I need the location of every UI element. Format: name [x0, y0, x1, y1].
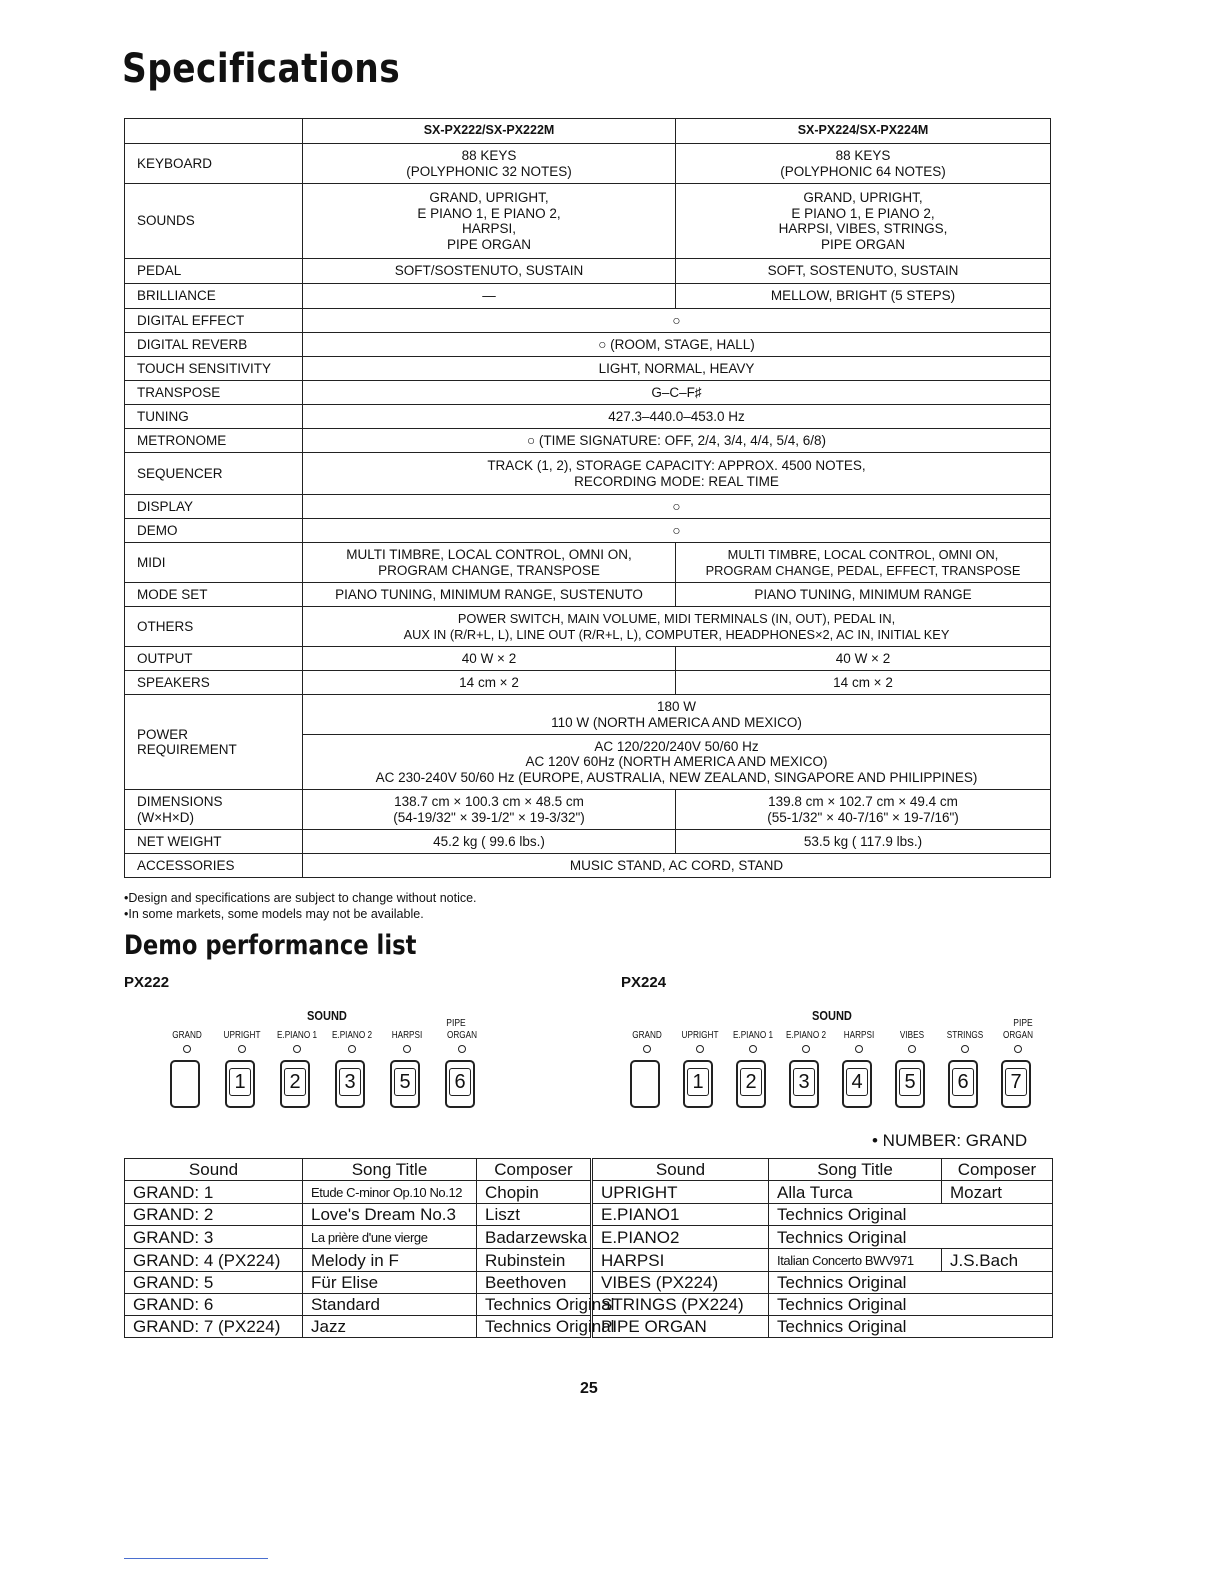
sound-button-label: HARPSI	[391, 1030, 423, 1041]
spec-row-tuning	[125, 405, 1051, 429]
demo-section-title: Demo performance list	[124, 930, 417, 961]
spec-row-net-weight	[125, 830, 1051, 854]
demo-cell-text: UPRIGHT	[601, 1182, 678, 1202]
sound-indicator-dot[interactable]	[961, 1045, 969, 1053]
spec-label: SEQUENCER	[125, 453, 303, 495]
demo-cell	[303, 1316, 477, 1338]
demo-cell-text: E.PIANO1	[601, 1205, 680, 1224]
spec-label: DIGITAL REVERB	[125, 333, 303, 357]
spec-row-accessories	[125, 854, 1051, 878]
demo-cell	[942, 1249, 1053, 1272]
demo-cell	[769, 1249, 942, 1272]
demo-cell-text: Etude C-minor Op.10 No.12	[311, 1185, 463, 1200]
spec-row-pedal	[125, 259, 1051, 284]
demo-cell-text: Technics Original	[777, 1295, 907, 1314]
number-key[interactable]	[948, 1060, 978, 1108]
number-key-label: 3	[793, 1068, 815, 1096]
demo-cell	[769, 1226, 1053, 1249]
demo-cell	[125, 1316, 303, 1338]
sound-button-label: UPRIGHT	[223, 1030, 261, 1041]
pipe-label: PIPE	[446, 1018, 466, 1029]
demo-cell-text: Love's Dream No.3	[311, 1205, 456, 1224]
spec-value-both: 427.3–440.0–453.0 Hz	[303, 405, 1051, 429]
spec-value-px224: SOFT, SOSTENUTO, SUSTAIN	[676, 259, 1051, 284]
demo-cell-text: Technics Original	[777, 1273, 907, 1292]
demo-cell-text: J.S.Bach	[950, 1250, 1019, 1270]
demo-cell	[125, 1294, 303, 1316]
sound-indicator-dot[interactable]	[802, 1045, 810, 1053]
demo-cell-text: Liszt	[485, 1205, 520, 1224]
demo-cell	[303, 1272, 477, 1294]
spec-row-demo	[125, 519, 1051, 543]
number-key-label: 7	[1005, 1068, 1027, 1096]
sound-button-label: UPRIGHT	[681, 1030, 719, 1041]
footer-rule	[124, 1558, 268, 1559]
demo-cell	[477, 1249, 592, 1272]
demo-cell-text: Chopin	[485, 1182, 539, 1202]
spec-value-px224: MULTI TIMBRE, LOCAL CONTROL, OMNI ON, PROGRAM CHANGE, PEDAL, EFFECT, TRANSPOSE	[676, 543, 1051, 583]
demo-cell-text: GRAND: 3	[133, 1227, 214, 1247]
spec-label: DISPLAY	[125, 495, 303, 519]
number-key[interactable]	[1001, 1060, 1031, 1108]
spec-value-both: MUSIC STAND, AC CORD, STAND	[303, 854, 1051, 878]
spec-value-px224: 88 KEYS (POLYPHONIC 64 NOTES)	[676, 144, 1051, 184]
demo-cell	[125, 1181, 303, 1204]
sound-button-label: E.PIANO 2	[785, 1030, 827, 1041]
sound-button-label: HARPSI	[843, 1030, 875, 1041]
number-key-label: 6	[952, 1068, 974, 1096]
demo-cell	[769, 1316, 1053, 1338]
spec-row-digital-effect	[125, 309, 1051, 333]
sound-indicator-dot[interactable]	[908, 1045, 916, 1053]
spec-value-px224: 40 W × 2	[676, 647, 1051, 671]
demo-cell	[303, 1204, 477, 1226]
sound-indicator-dot[interactable]	[403, 1045, 411, 1053]
demo-cell-text: Beethoven	[485, 1273, 567, 1292]
number-key[interactable]	[445, 1060, 475, 1108]
demo-cell	[303, 1181, 477, 1204]
number-key[interactable]	[683, 1060, 713, 1108]
demo-cell-text: GRAND: 4 (PX224)	[133, 1250, 281, 1270]
demo-cell-text: PIPE ORGAN	[601, 1317, 707, 1336]
spec-value-px224: 14 cm × 2	[676, 671, 1051, 695]
demo-cell	[125, 1204, 303, 1226]
demo-cell	[592, 1249, 769, 1272]
demo-header-cell: Song Title	[303, 1159, 477, 1181]
spec-label: OTHERS	[125, 607, 303, 647]
demo-cell	[592, 1272, 769, 1294]
demo-cell	[303, 1249, 477, 1272]
pipe-label: PIPE	[1013, 1018, 1033, 1029]
spec-value-both: POWER SWITCH, MAIN VOLUME, MIDI TERMINALS (IN, OUT), PEDAL IN, AUX IN (R/R+L, L), LINE OUT (R/R+L, L), COMPUTER, HEADPHONES×2, AC IN, INITIAL KEY	[303, 607, 1051, 647]
spec-label: TRANSPOSE	[125, 381, 303, 405]
spec-value-px224: GRAND, UPRIGHT, E PIANO 1, E PIANO 2, HARPSI, VIBES, STRINGS, PIPE ORGAN	[676, 184, 1051, 259]
number-key[interactable]	[736, 1060, 766, 1108]
number-key-label: 2	[284, 1068, 306, 1096]
demo-header-cell: Song Title	[769, 1159, 942, 1181]
demo-performance-table	[124, 1158, 1053, 1338]
number-key-label: 3	[339, 1068, 361, 1096]
number-key[interactable]	[170, 1060, 200, 1108]
number-key-label: 1	[687, 1068, 709, 1096]
spec-value-px224: PIANO TUNING, MINIMUM RANGE	[676, 583, 1051, 607]
spec-label: MIDI	[125, 543, 303, 583]
spec-value-both: G–C–F♯	[303, 381, 1051, 405]
spec-row-mode-set	[125, 583, 1051, 607]
spec-value-px222: 14 cm × 2	[303, 671, 676, 695]
number-key[interactable]	[390, 1060, 420, 1108]
demo-row	[125, 1204, 1053, 1226]
number-key[interactable]	[335, 1060, 365, 1108]
sound-button-label: GRAND	[172, 1030, 202, 1041]
spec-header-px224: SX-PX224/SX-PX224M	[676, 119, 1051, 144]
sound-button-label: E.PIANO 1	[276, 1030, 318, 1041]
spec-value-both: ○	[303, 309, 1051, 333]
sound-indicator-dot[interactable]	[855, 1045, 863, 1053]
number-key-label: 5	[899, 1068, 921, 1096]
spec-value-both: ○ (TIME SIGNATURE: OFF, 2/4, 3/4, 4/4, 5/4, 6/8)	[303, 429, 1051, 453]
demo-cell-text: GRAND: 6	[133, 1295, 214, 1314]
sound-label: SOUND	[307, 1008, 347, 1023]
number-key-label: 5	[394, 1068, 416, 1096]
demo-cell-text: GRAND: 1	[133, 1182, 214, 1202]
spec-label: DIMENSIONS (W×H×D)	[125, 790, 303, 830]
spec-label: KEYBOARD	[125, 144, 303, 184]
demo-cell-text: Für Elise	[311, 1273, 379, 1292]
demo-cell	[303, 1226, 477, 1249]
demo-cell	[592, 1204, 769, 1226]
demo-cell	[477, 1226, 592, 1249]
number-key-label: 1	[229, 1068, 251, 1096]
spec-label: SOUNDS	[125, 184, 303, 259]
demo-cell	[477, 1316, 615, 1338]
demo-cell-text: Jazz	[311, 1317, 346, 1336]
note: • Design and specifications are subject to change without notice.	[124, 890, 477, 906]
demo-cell	[125, 1272, 303, 1294]
number-key-label: 4	[846, 1068, 868, 1096]
number-key[interactable]	[789, 1060, 819, 1108]
spec-value-both: ○	[303, 519, 1051, 543]
demo-cell	[592, 1181, 769, 1204]
spec-value-px224: 139.8 cm × 102.7 cm × 49.4 cm (55-1/32" × 40-7/16" × 19-7/16")	[676, 790, 1051, 830]
demo-cell	[477, 1204, 592, 1226]
spec-row-display	[125, 495, 1051, 519]
number-key-label: 2	[740, 1068, 762, 1096]
sound-indicator-dot[interactable]	[348, 1045, 356, 1053]
spec-value-both: TRACK (1, 2), STORAGE CAPACITY: APPROX. 4500 NOTES, RECORDING MODE: REAL TIME	[303, 453, 1051, 495]
demo-cell-text: Alla Turca	[777, 1182, 853, 1202]
demo-row	[125, 1226, 1053, 1249]
spec-header-row	[125, 119, 1051, 144]
spec-row-sequencer	[125, 453, 1051, 495]
demo-cell-text: GRAND: 2	[133, 1205, 214, 1224]
spec-row-digital-reverb	[125, 333, 1051, 357]
page-title: Specifications	[122, 46, 401, 92]
demo-header-cell: Composer	[942, 1159, 1053, 1181]
demo-cell	[769, 1294, 1053, 1316]
spec-value-px222: GRAND, UPRIGHT, E PIANO 1, E PIANO 2, HARPSI, PIPE ORGAN	[303, 184, 676, 259]
sound-button-label: GRAND	[632, 1030, 662, 1041]
sound-button-label: E.PIANO 2	[331, 1030, 373, 1041]
demo-cell-text: Rubinstein	[485, 1250, 566, 1270]
page-number: 25	[580, 1380, 598, 1397]
spec-value-px224: 53.5 kg ( 117.9 lbs.)	[676, 830, 1051, 854]
spec-label: PEDAL	[125, 259, 303, 284]
demo-cell-text: E.PIANO2	[601, 1227, 680, 1247]
spec-row-metronome	[125, 429, 1051, 453]
demo-cell-text: Mozart	[950, 1182, 1002, 1202]
sound-indicator-dot[interactable]	[643, 1045, 651, 1053]
spec-label: DEMO	[125, 519, 303, 543]
spec-row-output	[125, 647, 1051, 671]
demo-cell	[477, 1181, 592, 1204]
spec-row-power-watts	[125, 695, 1051, 735]
number-legend: • NUMBER: GRAND	[872, 1131, 1028, 1150]
spec-row-transpose	[125, 381, 1051, 405]
spec-row-sounds	[125, 184, 1051, 259]
spec-value-both: LIGHT, NORMAL, HEAVY	[303, 357, 1051, 381]
demo-header-cell: Sound	[592, 1159, 769, 1181]
spec-notes	[124, 890, 477, 922]
demo-cell	[942, 1181, 1053, 1204]
sound-indicator-dot[interactable]	[1014, 1045, 1022, 1053]
px222-model-label: PX222	[124, 974, 170, 991]
demo-row	[125, 1181, 1053, 1204]
spec-row-dimensions	[125, 790, 1051, 830]
spec-row-keyboard	[125, 144, 1051, 184]
number-key[interactable]	[842, 1060, 872, 1108]
spec-label: POWER REQUIREMENT	[125, 695, 303, 790]
number-key[interactable]	[280, 1060, 310, 1108]
number-key[interactable]	[895, 1060, 925, 1108]
demo-cell	[303, 1294, 477, 1316]
demo-cell-text: Melody in F	[311, 1250, 399, 1270]
number-key-label: 6	[449, 1068, 471, 1096]
spec-label: DIGITAL EFFECT	[125, 309, 303, 333]
spec-label: TOUCH SENSITIVITY	[125, 357, 303, 381]
spec-value-both: 180 W 110 W (NORTH AMERICA AND MEXICO)	[303, 695, 1051, 735]
spec-header-blank	[125, 119, 303, 144]
specifications-table	[124, 118, 1051, 878]
px222-sound-panel	[170, 1008, 490, 1112]
spec-header-px222: SX-PX222/SX-PX222M	[303, 119, 676, 144]
demo-row	[125, 1249, 1053, 1272]
demo-cell	[769, 1272, 1053, 1294]
spec-value-both: AC 120/220/240V 50/60 Hz AC 120V 60Hz (NORTH AMERICA AND MEXICO) AC 230-240V 50/60 Hz (EUROPE, AUSTRALIA, NEW ZEALAND, SINGAPORE AND PHILIPPINES)	[303, 735, 1051, 790]
demo-row	[125, 1294, 1053, 1316]
spec-value-both: ○	[303, 495, 1051, 519]
demo-cell-text: Italian Concerto BWV971	[777, 1253, 914, 1268]
demo-cell	[125, 1249, 303, 1272]
sound-indicator-dot[interactable]	[458, 1045, 466, 1053]
demo-cell-text: GRAND: 5	[133, 1273, 214, 1292]
sound-button-label: ORGAN	[446, 1030, 478, 1041]
spec-label: BRILLIANCE	[125, 284, 303, 309]
demo-cell	[477, 1294, 615, 1316]
demo-cell-text: HARPSI	[601, 1250, 665, 1270]
demo-cell	[477, 1272, 592, 1294]
spec-value-px222: PIANO TUNING, MINIMUM RANGE, SUSTENUTO	[303, 583, 676, 607]
demo-cell	[592, 1226, 769, 1249]
spec-label: OUTPUT	[125, 647, 303, 671]
demo-cell-text: Technics Original	[485, 1317, 615, 1336]
sound-indicator-dot[interactable]	[238, 1045, 246, 1053]
demo-row	[125, 1316, 1053, 1338]
demo-cell-text: VIBES (PX224)	[601, 1273, 719, 1292]
spec-value-px222: 40 W × 2	[303, 647, 676, 671]
demo-cell-text: Technics Original	[777, 1227, 907, 1247]
sound-indicator-dot[interactable]	[749, 1045, 757, 1053]
px224-model-label: PX224	[621, 974, 667, 991]
note: • In some markets, some models may not be available.	[124, 906, 477, 922]
demo-cell-text: Technics Original	[777, 1317, 907, 1336]
spec-value-px222: —	[303, 284, 676, 309]
demo-cell-text: STRINGS (PX224)	[601, 1295, 744, 1314]
demo-cell-text: Standard	[311, 1295, 380, 1314]
demo-cell	[592, 1294, 769, 1316]
spec-value-px222: MULTI TIMBRE, LOCAL CONTROL, OMNI ON, PROGRAM CHANGE, TRANSPOSE	[303, 543, 676, 583]
demo-cell	[769, 1204, 1053, 1226]
sound-indicator-dot[interactable]	[696, 1045, 704, 1053]
spec-value-both: ○ (ROOM, STAGE, HALL)	[303, 333, 1051, 357]
demo-header-cell: Composer	[477, 1159, 592, 1181]
sound-button-label: ORGAN	[1002, 1030, 1034, 1041]
spec-label: NET WEIGHT	[125, 830, 303, 854]
demo-cell-text: La prière d'une vierge	[311, 1230, 428, 1245]
number-key[interactable]	[630, 1060, 660, 1108]
sound-button-label: VIBES	[899, 1030, 925, 1041]
sound-label: SOUND	[812, 1008, 852, 1023]
spec-value-px222: 45.2 kg ( 99.6 lbs.)	[303, 830, 676, 854]
demo-cell-text: Badarzewska	[485, 1227, 588, 1247]
spec-value-px224: MELLOW, BRIGHT (5 STEPS)	[676, 284, 1051, 309]
demo-cell	[592, 1316, 769, 1338]
spec-row-touch-sensitivity	[125, 357, 1051, 381]
demo-cell-text: Technics Original	[777, 1205, 907, 1224]
sound-button-label: E.PIANO 1	[732, 1030, 774, 1041]
spec-value-px222: SOFT/SOSTENUTO, SUSTAIN	[303, 259, 676, 284]
demo-cell-text: GRAND: 7 (PX224)	[133, 1317, 281, 1336]
spec-label: SPEAKERS	[125, 671, 303, 695]
demo-header-row	[125, 1159, 1053, 1181]
demo-header-cell: Sound	[125, 1159, 303, 1181]
spec-row-midi	[125, 543, 1051, 583]
px224-sound-panel	[630, 1008, 1050, 1112]
spec-label: ACCESSORIES	[125, 854, 303, 878]
demo-cell-text: Technics Original	[485, 1295, 615, 1314]
spec-label: METRONOME	[125, 429, 303, 453]
spec-label: MODE SET	[125, 583, 303, 607]
demo-cell	[769, 1181, 942, 1204]
spec-label: TUNING	[125, 405, 303, 429]
number-key[interactable]	[225, 1060, 255, 1108]
demo-cell	[125, 1226, 303, 1249]
spec-row-brilliance	[125, 284, 1051, 309]
demo-row	[125, 1272, 1053, 1294]
sound-button-label: STRINGS	[946, 1030, 984, 1041]
spec-row-others	[125, 607, 1051, 647]
sound-indicator-dot[interactable]	[183, 1045, 191, 1053]
spec-row-speakers	[125, 671, 1051, 695]
spec-value-px222: 88 KEYS (POLYPHONIC 32 NOTES)	[303, 144, 676, 184]
spec-value-px222: 138.7 cm × 100.3 cm × 48.5 cm (54-19/32" × 39-1/2" × 19-3/32")	[303, 790, 676, 830]
sound-indicator-dot[interactable]	[293, 1045, 301, 1053]
